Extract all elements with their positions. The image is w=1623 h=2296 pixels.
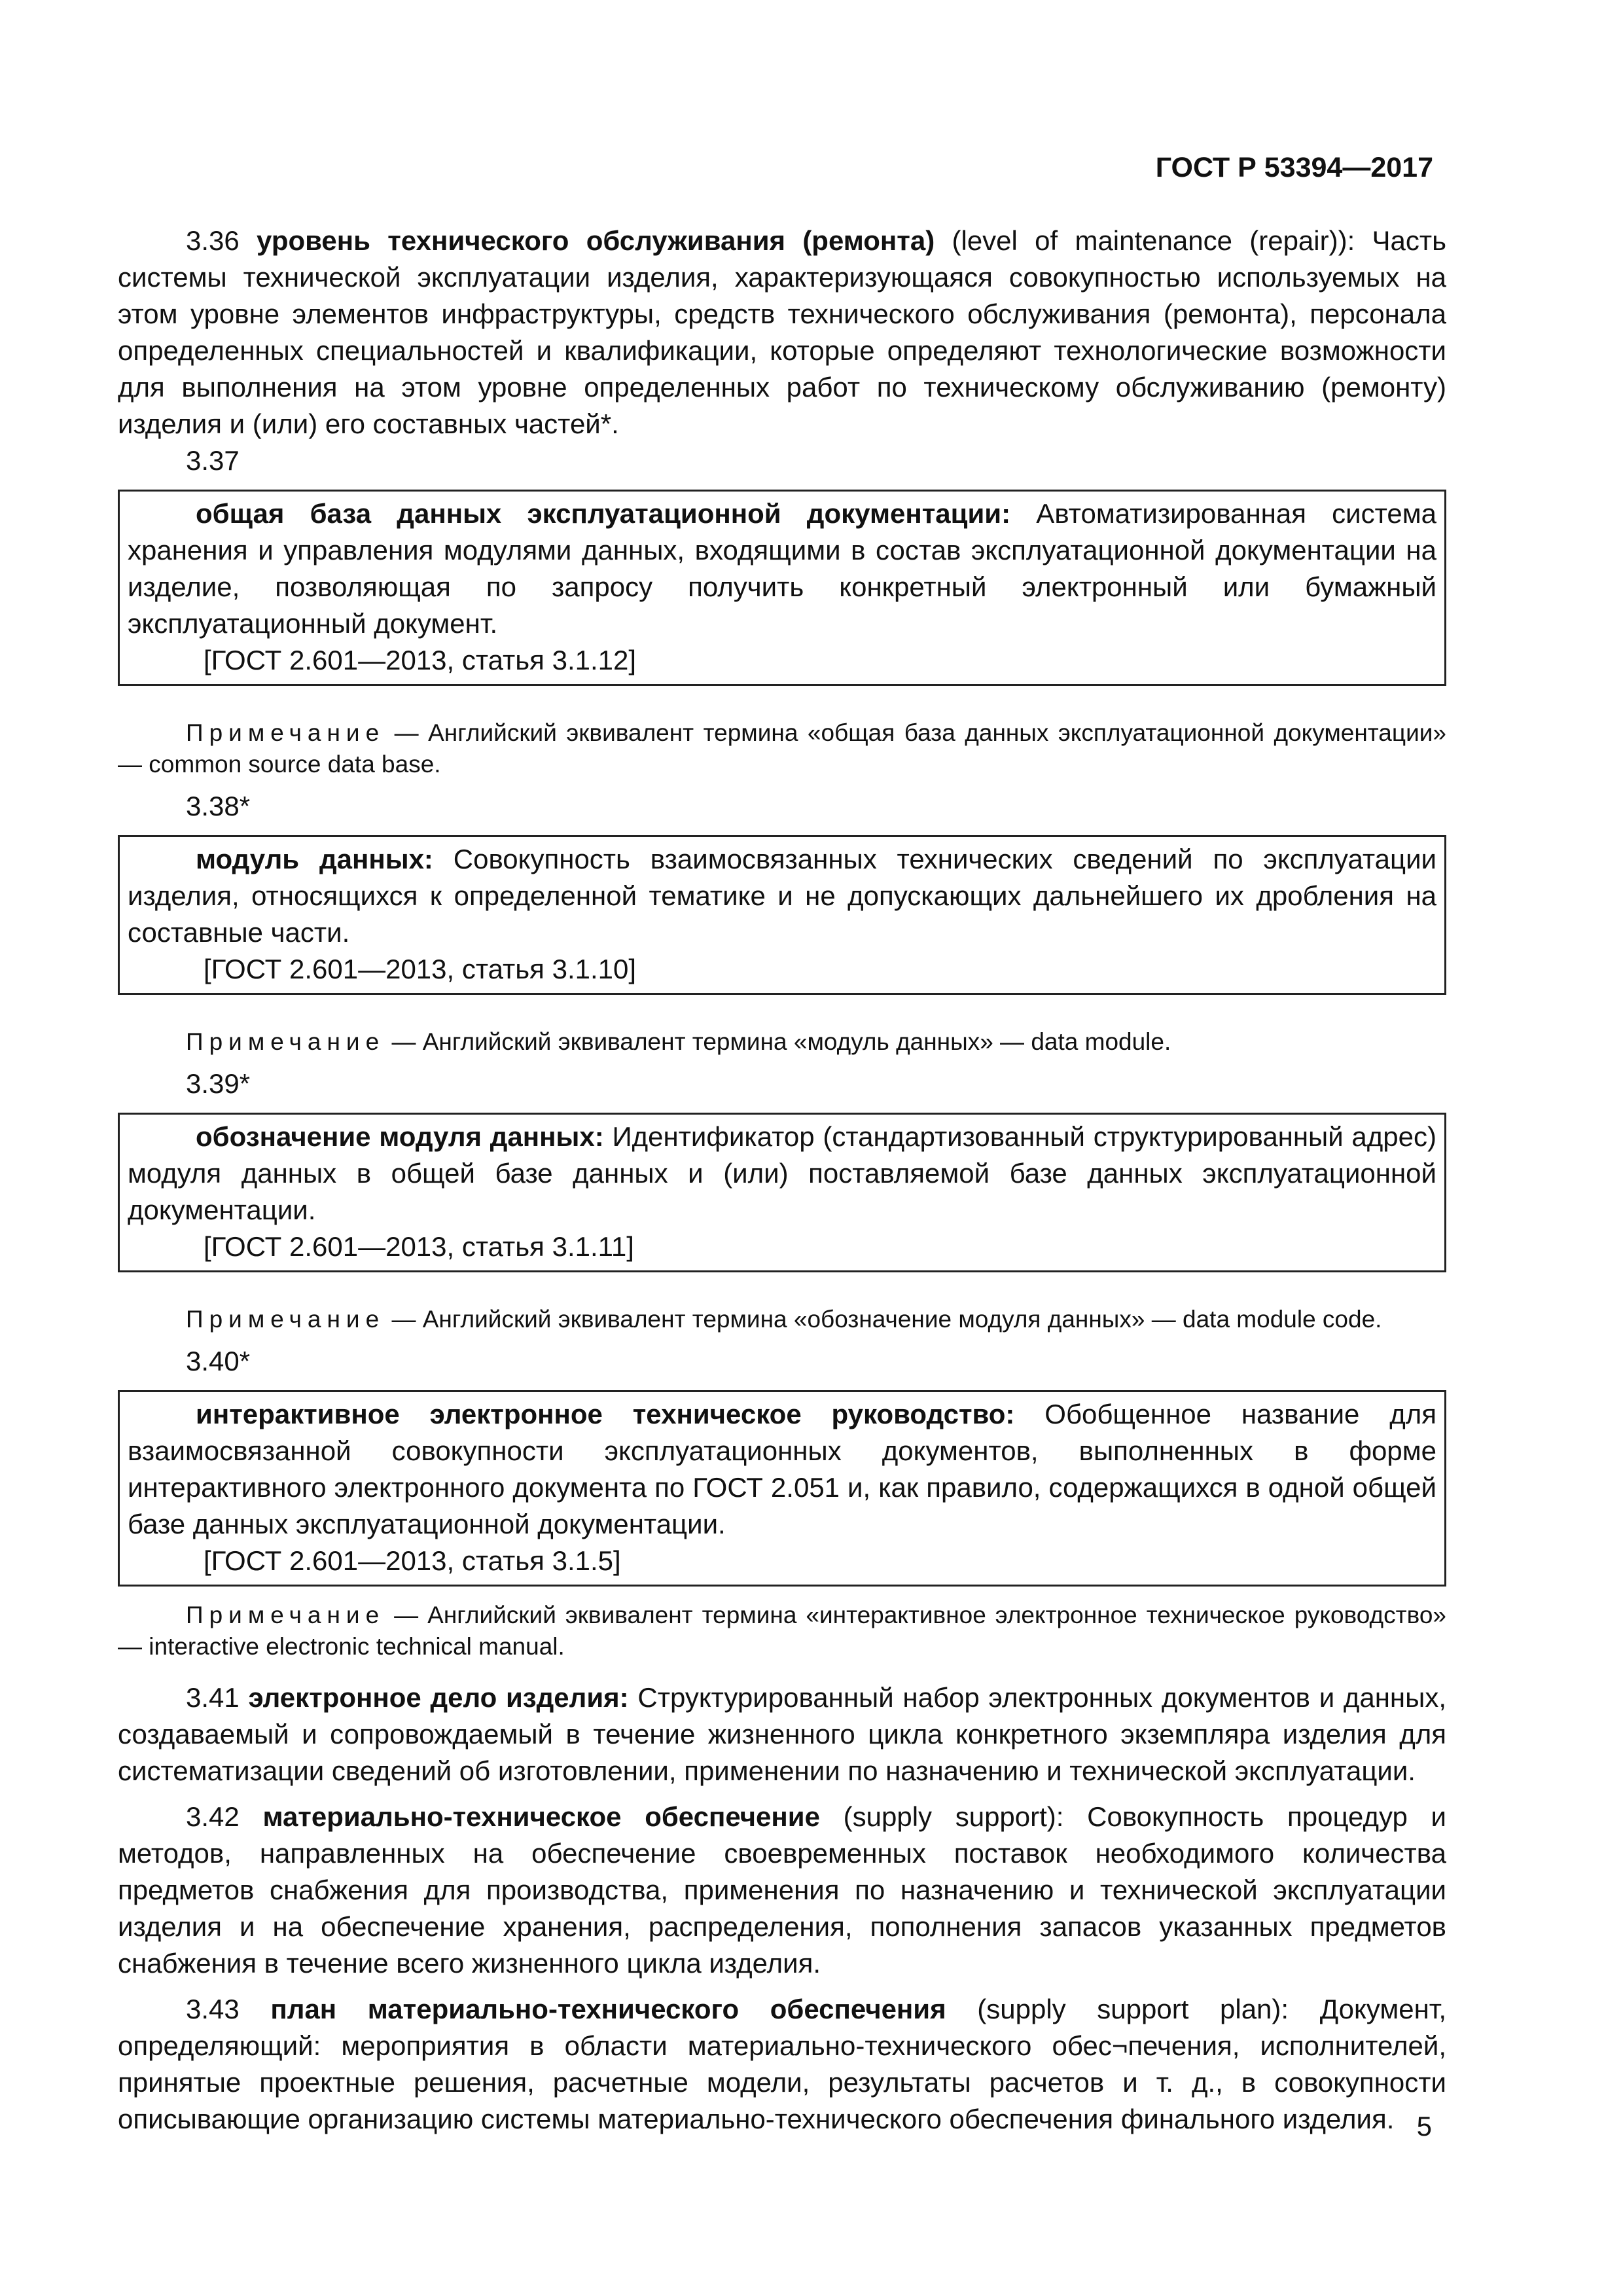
term-definition: (level of maintenance (repair)): Часть системы технической эксплуатации изделия, характеризующаяся совокупностью используемых на этом уровне элементов инфраструктуры, средств технического обслуживания (ремонта), персонала определенных специальностей и квалификации, которые определяют технологические возможности для выполнения на этом уровне определенных работ по техническому обслуживанию (ремонту) изделия и (или) его составных частей*. bbox=[118, 225, 1446, 439]
definition-text bbox=[128, 495, 1436, 642]
term-definition: (supply support plan): Документ, определяющий: мероприятия в области материально-технического обес¬печения, исполнителей, принятые проектные решения, расчетные модели, результаты расчетов и т. д., в совокупности описывающие организацию системы материально-технического обеспечения финального изделия. bbox=[118, 1994, 1447, 2134]
definition-text bbox=[128, 1119, 1436, 1229]
term-name: интерактивное электронное техническое руководство: bbox=[196, 1399, 1015, 1429]
note-text: — Английский эквивалент термина «модуль данных» — data module. bbox=[385, 1028, 1171, 1055]
term-paragraph-3-43 bbox=[118, 1991, 1446, 2138]
note-text: — Английский эквивалент термина «обозначение модуля данных» — data module code. bbox=[385, 1306, 1382, 1333]
note-text: — Английский эквивалент термина «общая база данных эксплуатационной документации» — common source data base. bbox=[118, 719, 1446, 778]
source-reference: [ГОСТ 2.601—2013, статья 3.1.11] bbox=[204, 1231, 634, 1262]
term-name: электронное дело изделия: bbox=[248, 1682, 629, 1713]
term-name: модуль данных: bbox=[196, 844, 433, 874]
note-label: Примечание bbox=[186, 1602, 385, 1628]
definition-box-3-39 bbox=[118, 1113, 1446, 1272]
term-paragraph-3-42 bbox=[118, 1799, 1446, 1982]
note-label: Примечание bbox=[186, 1028, 385, 1055]
note-label: Примечание bbox=[186, 1306, 385, 1333]
document-code-header: ГОСТ Р 53394—2017 bbox=[1155, 152, 1433, 183]
term-number: 3.36 bbox=[186, 225, 240, 256]
definition-box-3-40 bbox=[118, 1390, 1446, 1587]
source-reference: [ГОСТ 2.601—2013, статья 3.1.12] bbox=[204, 645, 637, 675]
note-label: Примечание bbox=[186, 719, 385, 746]
term-paragraph-3-36 bbox=[118, 223, 1446, 442]
term-name: общая база данных эксплуатационной документации: bbox=[196, 498, 1011, 529]
note-3-40 bbox=[118, 1600, 1446, 1662]
source-reference: [ГОСТ 2.601—2013, статья 3.1.10] bbox=[204, 954, 637, 984]
page-content bbox=[118, 223, 1446, 2138]
definition-text bbox=[128, 1396, 1436, 1543]
term-number: 3.41 bbox=[186, 1682, 249, 1713]
term-number-3-38: 3.38* bbox=[186, 791, 251, 821]
term-name: уровень технического обслуживания (ремонта) bbox=[257, 225, 935, 256]
definition-box-3-38 bbox=[118, 835, 1446, 995]
source-reference: [ГОСТ 2.601—2013, статья 3.1.5] bbox=[204, 1545, 621, 1576]
term-definition: (supply support): Совокупность процедур и методов, направленных на обеспечение своевременных поставок необходимого количества предметов снабжения для производства, применения по назначению и технической эксплуатации изделия и на обеспечение хранения, распределения, пополнения запасов указанных предметов снабжения в течение всего жизненного цикла изделия. bbox=[118, 1801, 1446, 1979]
term-number-3-37: 3.37 bbox=[186, 445, 240, 476]
term-definition: Структурированный набор электронных документов и данных, создаваемый и сопровождаемый в течение жизненного цикла конкретного экземпляра изделия для систематизации сведений об изготовлении, применении по назначению и технической эксплуатации. bbox=[118, 1682, 1446, 1786]
note-3-39 bbox=[118, 1304, 1446, 1335]
term-definition: Автоматизированная система хранения и управления модулями данных, входящими в состав эксплуатационной документации на изделие, позволяющая по запросу получить конкретный электронный или бумажный эксплуатационный документ. bbox=[128, 498, 1436, 639]
note-text: — Английский эквивалент термина «интерактивное электронное техническое руководство» — interactive electronic technical manual. bbox=[118, 1602, 1446, 1660]
page-number: 5 bbox=[1416, 2111, 1432, 2142]
definition-text bbox=[128, 841, 1436, 951]
note-3-37 bbox=[118, 717, 1446, 780]
definition-box-3-37 bbox=[118, 490, 1446, 686]
term-name: план материально-технического обеспечения bbox=[270, 1994, 946, 2024]
term-paragraph-3-41 bbox=[118, 1679, 1446, 1789]
term-number-3-40: 3.40* bbox=[186, 1346, 251, 1376]
term-number-3-39: 3.39* bbox=[186, 1068, 251, 1099]
term-definition: Обобщенное название для взаимосвязанной совокупности эксплуатационных документов, выполненных в форме интерактивного электронного документа по ГОСТ 2.051 и, как правило, содержащихся в одной общей базе данных эксплуатационной документации. bbox=[128, 1399, 1436, 1539]
term-number: 3.43 bbox=[186, 1994, 240, 2024]
term-definition: Идентификатор (стандартизованный структурированный адрес) модуля данных в общей базе данных и (или) поставляемой базе данных эксплуатационной документации. bbox=[128, 1121, 1436, 1225]
term-name: материально-техническое обеспечение bbox=[262, 1801, 820, 1832]
note-3-38 bbox=[118, 1026, 1446, 1058]
term-name: обозначение модуля данных: bbox=[196, 1121, 604, 1152]
term-number: 3.42 bbox=[186, 1801, 240, 1832]
term-definition: Совокупность взаимосвязанных технических сведений по эксплуатации изделия, относящихся к определенной тематике и не допускающих дальнейшего их дробления на составные части. bbox=[128, 844, 1436, 948]
